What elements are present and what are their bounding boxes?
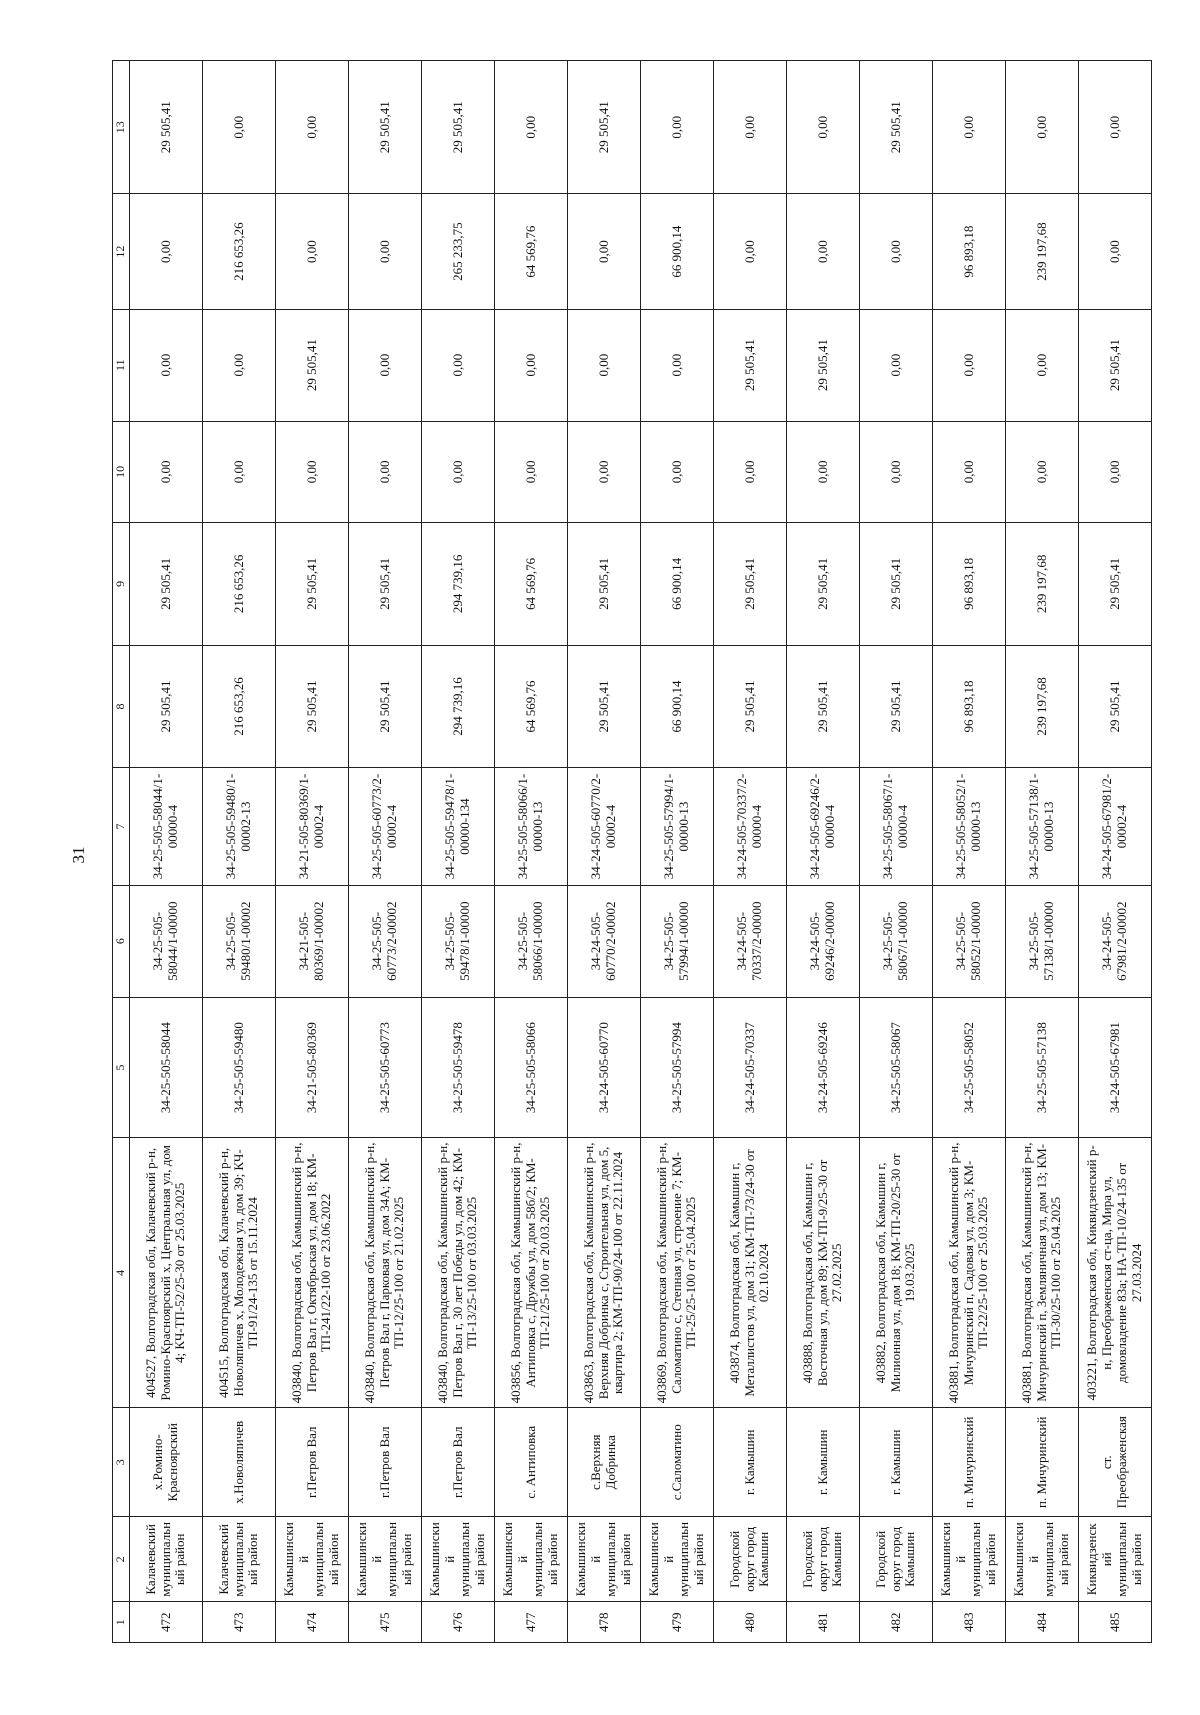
amount-cell: 66 900,14 [641,523,714,646]
settlement-cell: с. Антиповка [495,1408,568,1517]
amount-cell: 66 900,14 [641,194,714,309]
amount-cell: 0,00 [1006,309,1079,421]
settlement-cell: г. Камышин [714,1408,787,1517]
district-cell: Камышинский муниципальный район [1006,1517,1079,1602]
settlement-cell: с.Верхняя Добринка [568,1408,641,1517]
amount-cell: 29 505,41 [860,523,933,646]
amount-cell: 0,00 [860,194,933,309]
amount-cell: 29 505,41 [568,645,641,768]
amount-cell: 0,00 [714,194,787,309]
object-code-cell: 34-24-505-67981/2-00002 [1079,885,1152,997]
amount-cell: 29 505,41 [130,61,203,194]
amount-cell: 0,00 [422,309,495,421]
object-code-cell: 34-25-505-58066/1-00000 [495,885,568,997]
amount-cell: 29 505,41 [1079,309,1152,421]
amount-cell: 0,00 [276,61,349,194]
amount-cell: 29 505,41 [276,645,349,768]
amount-cell: 29 505,41 [130,645,203,768]
amount-cell: 64 569,76 [495,523,568,646]
amount-cell: 29 505,41 [787,645,860,768]
rotated-table-container [112,60,1149,1643]
column-number: 6 [113,885,130,997]
table-row [641,61,714,1643]
column-number: 8 [113,645,130,768]
amount-cell: 0,00 [860,421,933,522]
cadastral-code-cell: 34-25-505-58052 [933,997,1006,1138]
amount-cell: 0,00 [641,309,714,421]
object-id-cell: 34-25-505-57994/1-00000-13 [641,768,714,885]
data-table [112,60,1152,1643]
amount-cell: 0,00 [349,194,422,309]
amount-cell: 216 653,26 [203,523,276,646]
amount-cell: 0,00 [933,421,1006,522]
address-cell: 403888, Волгоградская обл, Камышин г, Восточная ул, дом 89; КМ-ТП-9/25-30 от 27.02.2025 [787,1138,860,1408]
amount-cell: 216 653,26 [203,645,276,768]
object-code-cell: 34-25-505-59478/1-00000 [422,885,495,997]
amount-cell: 0,00 [568,309,641,421]
amount-cell: 0,00 [203,309,276,421]
row-number-cell: 480 [714,1602,787,1643]
table-row [276,61,349,1643]
amount-cell: 29 505,41 [568,61,641,194]
row-number-cell: 481 [787,1602,860,1643]
settlement-cell: х.Новоляпичев [203,1408,276,1517]
amount-cell: 29 505,41 [1079,645,1152,768]
settlement-cell: с.Саломатино [641,1408,714,1517]
cadastral-code-cell: 34-24-505-70337 [714,997,787,1138]
amount-cell: 239 197,68 [1006,523,1079,646]
amount-cell: 0,00 [495,421,568,522]
amount-cell: 0,00 [787,61,860,194]
cadastral-code-cell: 34-24-505-69246 [787,997,860,1138]
address-cell: 403221, Волгоградская обл, Киквидзенский р-н, Преображенская ст-ца, Мира ул, домовладение 83а; НА-ТП-10/24-135 от 27.03.2024 [1079,1138,1152,1408]
settlement-cell: п. Мичуринский [1006,1408,1079,1517]
column-number: 12 [113,194,130,309]
object-code-cell: 34-25-505-59480/1-00002 [203,885,276,997]
amount-cell: 0,00 [933,61,1006,194]
amount-cell: 29 505,41 [714,309,787,421]
amount-cell: 29 505,41 [349,645,422,768]
amount-cell: 0,00 [1006,421,1079,522]
object-id-cell: 34-24-505-67981/2-00002-4 [1079,768,1152,885]
district-cell: Калачевский муниципальный район [130,1517,203,1602]
district-cell: Городской округ город Камышин [860,1517,933,1602]
amount-cell: 96 893,18 [933,645,1006,768]
district-cell: Киквидзенский муниципальный район [1079,1517,1152,1602]
row-number-cell: 482 [860,1602,933,1643]
row-number-cell: 475 [349,1602,422,1643]
settlement-cell: г.Петров Вал [276,1408,349,1517]
amount-cell: 239 197,68 [1006,645,1079,768]
amount-cell: 0,00 [1006,61,1079,194]
object-code-cell: 34-24-505-70337/2-00000 [714,885,787,997]
address-cell: 403840, Волгоградская обл, Камышинский р-н, Петров Вал г, Парковая ул, дом 34А; КМ-ТП-12/25-100 от 21.02.2025 [349,1138,422,1408]
object-code-cell: 34-25-505-58052/1-00000 [933,885,1006,997]
table-row [422,61,495,1643]
object-id-cell: 34-24-505-69246/2-00000-4 [787,768,860,885]
settlement-cell: ст. Преображенская [1079,1408,1152,1517]
amount-cell: 29 505,41 [714,645,787,768]
object-id-cell: 34-25-505-60773/2-00002-4 [349,768,422,885]
amount-cell: 29 505,41 [422,61,495,194]
cadastral-code-cell: 34-25-505-58044 [130,997,203,1138]
district-cell: Камышинский муниципальный район [641,1517,714,1602]
amount-cell: 216 653,26 [203,194,276,309]
amount-cell: 0,00 [714,421,787,522]
row-number-cell: 485 [1079,1602,1152,1643]
amount-cell: 0,00 [933,309,1006,421]
object-id-cell: 34-24-505-60770/2-00002-4 [568,768,641,885]
settlement-cell: х.Ромино-Красноярский [130,1408,203,1517]
amount-cell: 0,00 [787,421,860,522]
object-code-cell: 34-25-505-57138/1-00000 [1006,885,1079,997]
row-number-cell: 472 [130,1602,203,1643]
object-id-cell: 34-25-505-58052/1-00000-13 [933,768,1006,885]
row-number-cell: 474 [276,1602,349,1643]
cadastral-code-cell: 34-25-505-59480 [203,997,276,1138]
table-row [933,61,1006,1643]
amount-cell: 29 505,41 [860,645,933,768]
object-code-cell: 34-25-505-60773/2-00002 [349,885,422,997]
cadastral-code-cell: 34-25-505-57994 [641,997,714,1138]
object-code-cell: 34-24-505-69246/2-00000 [787,885,860,997]
amount-cell: 29 505,41 [276,523,349,646]
object-code-cell: 34-21-505-80369/1-00002 [276,885,349,997]
district-cell: Камышинский муниципальный район [422,1517,495,1602]
amount-cell: 29 505,41 [276,309,349,421]
amount-cell: 0,00 [1079,61,1152,194]
table-row [349,61,422,1643]
amount-cell: 0,00 [276,421,349,522]
district-cell: Камышинский муниципальный район [568,1517,641,1602]
table-row [787,61,860,1643]
table-row [203,61,276,1643]
amount-cell: 0,00 [1079,421,1152,522]
settlement-cell: г.Петров Вал [349,1408,422,1517]
cadastral-code-cell: 34-25-505-59478 [422,997,495,1138]
object-id-cell: 34-25-505-59480/1-00002-13 [203,768,276,885]
row-number-cell: 476 [422,1602,495,1643]
amount-cell: 29 505,41 [349,61,422,194]
column-number: 2 [113,1517,130,1602]
amount-cell: 0,00 [130,421,203,522]
cadastral-code-cell: 34-25-505-57138 [1006,997,1079,1138]
amount-cell: 29 505,41 [714,523,787,646]
object-code-cell: 34-25-505-57994/1-00000 [641,885,714,997]
cadastral-code-cell: 34-25-505-58066 [495,997,568,1138]
object-id-cell: 34-25-505-57138/1-00000-13 [1006,768,1079,885]
amount-cell: 0,00 [349,421,422,522]
amount-cell: 29 505,41 [1079,523,1152,646]
row-number-cell: 473 [203,1602,276,1643]
amount-cell: 64 569,76 [495,194,568,309]
address-cell: 403882, Волгоградская обл, Камышин г, Милионная ул, дом 18; КМ-ТП-20/25-30 от 19.03.2025 [860,1138,933,1408]
amount-cell: 29 505,41 [787,309,860,421]
column-number: 1 [113,1602,130,1643]
amount-cell: 29 505,41 [568,523,641,646]
amount-cell: 96 893,18 [933,523,1006,646]
address-cell: 403840, Волгоградская обл, Камышинский р-н, Петров Вал г, Октябрьская ул, дом 18; КМ-ТП-241/22-100 от 23.06.2022 [276,1138,349,1408]
table-row [495,61,568,1643]
amount-cell: 29 505,41 [349,523,422,646]
row-number-cell: 484 [1006,1602,1079,1643]
amount-cell: 0,00 [714,61,787,194]
address-cell: 403856, Волгоградская обл, Камышинский р-н, Антиповка с, Дружбы ул, дом 58б/2; КМ-ТП-21/25-100 от 20.03.2025 [495,1138,568,1408]
column-number: 10 [113,421,130,522]
row-number-cell: 477 [495,1602,568,1643]
amount-cell: 0,00 [495,309,568,421]
amount-cell: 96 893,18 [933,194,1006,309]
row-number-cell: 479 [641,1602,714,1643]
column-number: 11 [113,309,130,421]
amount-cell: 66 900,14 [641,645,714,768]
amount-cell: 0,00 [203,61,276,194]
table-row [1079,61,1152,1643]
amount-cell: 0,00 [495,61,568,194]
table-row [714,61,787,1643]
address-cell: 403840, Волгоградская обл, Камышинский р-н, Петров Вал г, 30 лет Победы ул, дом 42; КМ-ТП-13/25-100 от 03.03.2025 [422,1138,495,1408]
column-number: 13 [113,61,130,194]
amount-cell: 294 739,16 [422,523,495,646]
amount-cell: 0,00 [860,309,933,421]
address-cell: 403881, Волгоградская обл, Камышинский р-н, Мичуринский п, Земляничная ул, дом 13; КМ-ТП-30/25-100 от 25.04.2025 [1006,1138,1079,1408]
amount-cell: 0,00 [203,421,276,522]
amount-cell: 0,00 [641,421,714,522]
address-cell: 403869, Волгоградская обл, Камышинский р-н, Саломатино с, Степная ул, строение 7; КМ-ТП-25/25-100 от 25.04.2025 [641,1138,714,1408]
district-cell: Калачевский муниципальный район [203,1517,276,1602]
column-number: 4 [113,1138,130,1408]
district-cell: Камышинский муниципальный район [933,1517,1006,1602]
object-id-cell: 34-24-505-70337/2-00000-4 [714,768,787,885]
amount-cell: 29 505,41 [860,61,933,194]
address-cell: 403881, Волгоградская обл, Камышинский р-н, Мичуринский п, Садовая ул, дом 3; КМ-ТП-22/25-100 от 25.03.2025 [933,1138,1006,1408]
cadastral-code-cell: 34-24-505-60770 [568,997,641,1138]
settlement-cell: г.Петров Вал [422,1408,495,1517]
row-number-cell: 478 [568,1602,641,1643]
address-cell: 404515, Волгоградская обл, Калачевский р-н, Новоляпичев х, Молодежная ул, дом 39; КЧ-ТП-91/24-135 от 15.11.2024 [203,1138,276,1408]
amount-cell: 0,00 [641,61,714,194]
object-id-cell: 34-25-505-58067/1-00000-4 [860,768,933,885]
column-number-row [113,61,130,1643]
amount-cell: 0,00 [568,421,641,522]
object-id-cell: 34-25-505-59478/1-00000-134 [422,768,495,885]
cadastral-code-cell: 34-24-505-67981 [1079,997,1152,1138]
settlement-cell: п. Мичуринский [933,1408,1006,1517]
amount-cell: 294 739,16 [422,645,495,768]
row-number-cell: 483 [933,1602,1006,1643]
district-cell: Городской округ город Камышин [787,1517,860,1602]
object-code-cell: 34-25-505-58067/1-00000 [860,885,933,997]
object-code-cell: 34-24-505-60770/2-00002 [568,885,641,997]
object-code-cell: 34-25-505-58044/1-00000 [130,885,203,997]
column-number: 5 [113,997,130,1138]
table-row [860,61,933,1643]
table-row [568,61,641,1643]
amount-cell: 0,00 [130,194,203,309]
amount-cell: 64 569,76 [495,645,568,768]
district-cell: Камышинский муниципальный район [276,1517,349,1602]
settlement-cell: г. Камышин [860,1408,933,1517]
column-number: 7 [113,768,130,885]
table-row [130,61,203,1643]
cadastral-code-cell: 34-25-505-60773 [349,997,422,1138]
address-cell: 404527, Волгоградская обл, Калачевский р-н, Ромино-Красноярский х, Центральная ул, дом 4; КЧ-ТП-52/25-30 от 25.03.2025 [130,1138,203,1408]
table-row [1006,61,1079,1643]
cadastral-code-cell: 34-25-505-58067 [860,997,933,1138]
amount-cell: 0,00 [349,309,422,421]
column-number: 3 [113,1408,130,1517]
amount-cell: 0,00 [276,194,349,309]
amount-cell: 265 233,75 [422,194,495,309]
district-cell: Городской округ город Камышин [714,1517,787,1602]
object-id-cell: 34-25-505-58044/1-00000-4 [130,768,203,885]
amount-cell: 0,00 [568,194,641,309]
amount-cell: 0,00 [130,309,203,421]
page-number: 31 [69,846,88,864]
address-cell: 403874, Волгоградская обл, Камышин г, Металлистов ул, дом 31; КМ-ТП-73/24-30 от 02.10.2024 [714,1138,787,1408]
amount-cell: 29 505,41 [130,523,203,646]
object-id-cell: 34-25-505-58066/1-00000-13 [495,768,568,885]
settlement-cell: г. Камышин [787,1408,860,1517]
amount-cell: 0,00 [1079,194,1152,309]
cadastral-code-cell: 34-21-505-80369 [276,997,349,1138]
amount-cell: 29 505,41 [787,523,860,646]
column-number: 9 [113,523,130,646]
district-cell: Камышинский муниципальный район [349,1517,422,1602]
district-cell: Камышинский муниципальный район [495,1517,568,1602]
amount-cell: 0,00 [787,194,860,309]
amount-cell: 239 197,68 [1006,194,1079,309]
object-id-cell: 34-21-505-80369/1-00002-4 [276,768,349,885]
amount-cell: 0,00 [422,421,495,522]
address-cell: 403863, Волгоградская обл, Камышинский р-н, Верхняя Добринка с, Строительная ул, дом 5, квартира 2; КМ-ТП-90/24-100 от 22.11.2024 [568,1138,641,1408]
